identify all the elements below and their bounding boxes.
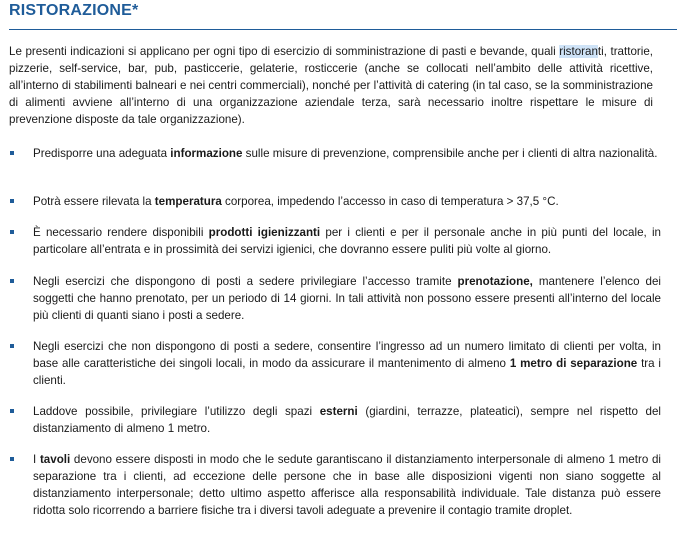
list-item-text: Laddove possibile, privilegiare l’utilizzo degli spazi esterni (giardini, terrazze, plateatici), sempre nel rispetto del distanziamento di almeno 1 metro. <box>33 405 661 435</box>
bullet-square-icon <box>10 344 14 348</box>
intro-text-start: Le presenti indicazioni si applicano per ogni tipo di esercizio di somministrazione di pasti e bevande, quali <box>9 45 560 58</box>
bullet-square-icon <box>10 151 14 155</box>
keyword: 1 metro di separazione <box>509 357 638 370</box>
intro-text-end: ti, trattorie, pizzerie, self-service, bar, pub, pasticcerie, gelaterie, rosticcerie (anche se collocati nell’ambito delle attività ricettive, all’interno di stabilimenti balneari e nei centri commerciali), nonché per l’attività di catering (in tal caso, se la somministrazione di alimenti avviene all’interno di una organizzazione aziendale terza, sarà necessario inoltre rispettare le misure di prevenzione disposte da tale organizzazione). <box>9 45 654 126</box>
list-item-text: Negli esercizi che non dispongono di posti a sedere, consentire l’ingresso ad un numero limitato di clienti per volta, in base alle caratteristiche dei singoli locali, in modo da assicurare il mantenimento di almeno 1 metro di separazione tra i clienti. <box>33 340 662 387</box>
bullet-square-icon <box>10 409 14 413</box>
keyword: prenotazione, <box>457 275 533 288</box>
list-item-text: Potrà essere rilevata la temperatura corporea, impedendo l’accesso in caso di temperatura > 37,5 °C. <box>33 195 559 208</box>
keyword: temperatura <box>154 195 222 208</box>
list-item-text: Predisporre una adeguata informazione sulle misure di prevenzione, comprensibile anche per i clienti di altra nazionalità. <box>33 147 658 160</box>
intro-highlighted-text: ristoran <box>559 45 598 58</box>
list-item-text: I tavoli devono essere disposti in modo che le sedute garantiscano il distanziamento interpersonale di almeno 1 metro di separazione tra i clienti, ad eccezione delle persone che in base alle disposizioni vigenti non siano soggette al distanziamento interpersonale; detto ultimo aspetto afferisce alla responsabilità individuale. Tale distanza può essere ridotta solo ricorrendo a barriere fisiche tra i diversi tavoli adeguate a prevenire il contagio tramite droplet. <box>33 453 661 517</box>
keyword: informazione <box>170 147 243 160</box>
bullet-square-icon <box>10 199 14 203</box>
bullet-square-icon <box>10 279 14 283</box>
section-title: RISTORAZIONE* <box>9 2 139 19</box>
keyword: tavoli <box>39 453 71 466</box>
bullet-square-icon <box>10 457 14 461</box>
keyword: prodotti igienizzanti <box>208 226 321 239</box>
list-item-text: Negli esercizi che dispongono di posti a sedere privilegiare l’accesso tramite prenotazione, mantenere l’elenco dei soggetti che hanno prenotato, per un periodo di 14 giorni. In tali attività non possono essere presenti all’interno del locale più clienti di quanti siano i posti a sedere. <box>33 275 661 322</box>
list-item-text: È necessario rendere disponibili prodotti igienizzanti per i clienti e per il personale anche in più punti del locale, in particolare all’entrata e in prossimità dei servizi igienici, che dovranno essere puliti più volte al giorno. <box>33 226 661 256</box>
title-underline <box>9 29 677 30</box>
intro-paragraph <box>9 43 653 128</box>
keyword: esterni <box>319 405 358 418</box>
bullet-square-icon <box>10 230 14 234</box>
